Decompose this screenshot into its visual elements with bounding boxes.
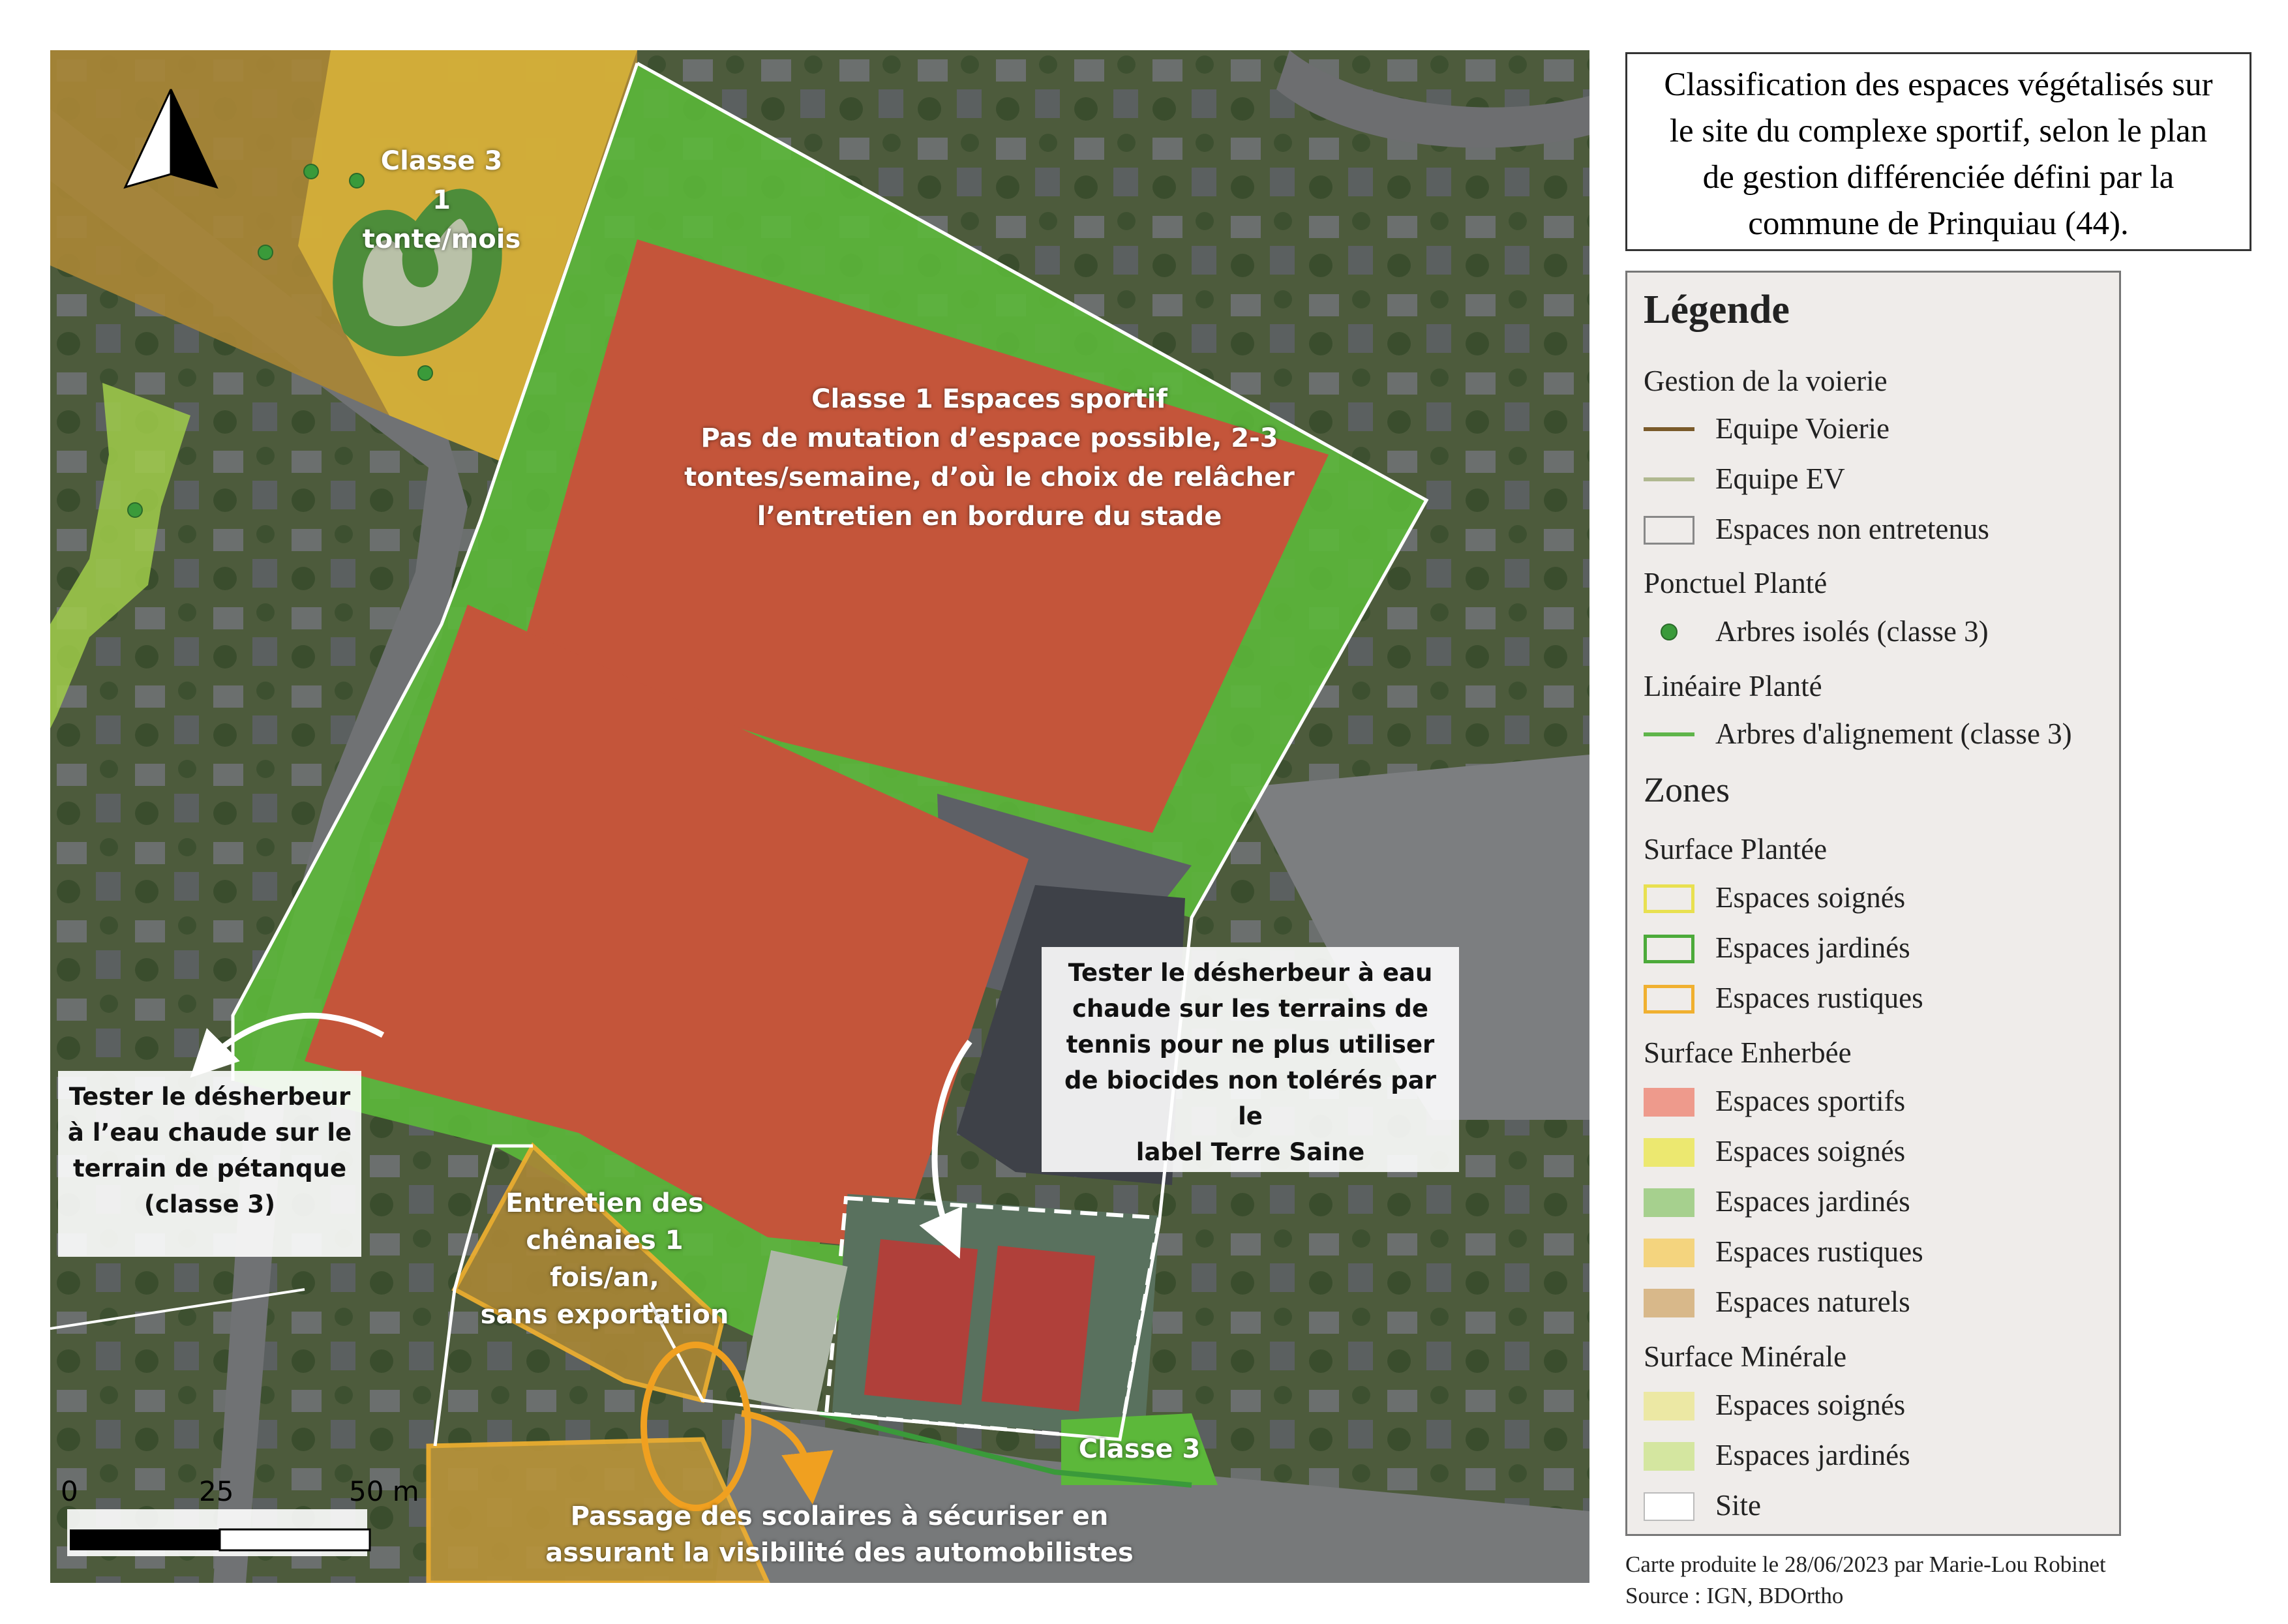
map-frame[interactable] bbox=[50, 50, 1589, 1583]
legend-group-enherbee: Surface Enherbée bbox=[1644, 1036, 1852, 1069]
scale-label-25: 25 bbox=[199, 1475, 234, 1507]
legend-label: Espaces rustiques bbox=[1715, 1235, 1923, 1268]
title-line: le site du complexe sportif, selon le plan bbox=[1669, 113, 2208, 149]
scale-label-0: 0 bbox=[61, 1475, 78, 1507]
legend-item-pl-rustiques bbox=[1644, 976, 2113, 1021]
legend-label: Espaces naturels bbox=[1715, 1286, 1910, 1318]
callout-line: à l’eau chaude sur le bbox=[67, 1119, 352, 1147]
line-swatch bbox=[1644, 477, 1694, 481]
fill-swatch bbox=[1644, 1442, 1694, 1471]
fill-swatch bbox=[1644, 1392, 1694, 1421]
legend-label: Arbres isolés (classe 3) bbox=[1715, 615, 1989, 648]
callout-line: chaude sur les terrains de bbox=[1072, 995, 1428, 1023]
label-classe3-bottom bbox=[1068, 1430, 1211, 1469]
tree-point-icon bbox=[1661, 624, 1678, 640]
legend-label: Espaces jardinés bbox=[1715, 931, 1910, 964]
line-swatch bbox=[1644, 427, 1694, 431]
label-line: assurant la visibilité des automobilistes bbox=[545, 1538, 1134, 1568]
outline-swatch bbox=[1644, 935, 1694, 963]
legend-item-en-sportifs bbox=[1644, 1079, 2113, 1124]
scale-segment-light bbox=[220, 1529, 370, 1550]
legend-item-en-naturels bbox=[1644, 1280, 2113, 1325]
legend-group-plantee: Surface Plantée bbox=[1644, 833, 1828, 865]
map-title-box bbox=[1625, 52, 2251, 251]
legend-title: Légende bbox=[1644, 288, 1790, 332]
callout-tennis bbox=[1042, 947, 1459, 1172]
legend-label: Espaces rustiques bbox=[1715, 982, 1923, 1014]
legend-group-lineaire: Linéaire Planté bbox=[1644, 670, 1822, 702]
legend-item-en-rustiques bbox=[1644, 1229, 2113, 1275]
legend-item-pl-jardines bbox=[1644, 925, 2113, 971]
legend-label: Espaces jardinés bbox=[1715, 1185, 1910, 1218]
tennis-court-1 bbox=[864, 1239, 978, 1405]
outline-swatch bbox=[1644, 884, 1694, 913]
label-line: tontes/semaine, d’où le choix de relâcher bbox=[684, 462, 1295, 492]
legend-label: Espaces soignés bbox=[1715, 1389, 1906, 1421]
legend-item-en-soignes bbox=[1644, 1129, 2113, 1175]
label-classe1 bbox=[598, 380, 1381, 536]
aerial-map bbox=[50, 50, 1589, 1583]
fill-swatch bbox=[1644, 1088, 1694, 1117]
label-line: Classe 3 bbox=[1078, 1434, 1201, 1464]
legend-item-equipe-voirie bbox=[1644, 406, 2113, 452]
label-line: Classe 3 bbox=[380, 146, 503, 176]
legend-group-zones: Zones bbox=[1644, 770, 1730, 809]
legend-item-site bbox=[1644, 1483, 2113, 1529]
label-line: Entretien des bbox=[505, 1188, 704, 1218]
legend-label: Espaces non entretenus bbox=[1715, 513, 1989, 545]
callout-petanque bbox=[58, 1071, 361, 1257]
label-line: Pas de mutation d’espace possible, 2-3 bbox=[700, 423, 1278, 453]
legend-label: Arbres d'alignement (classe 3) bbox=[1715, 717, 2072, 750]
title-line: commune de Prinquiau (44). bbox=[1748, 205, 2129, 242]
legend-label: Equipe EV bbox=[1715, 462, 1845, 495]
credits-source: Source : IGN, BDOrtho bbox=[1625, 1583, 1844, 1608]
legend-item-mi-jardines bbox=[1644, 1433, 2113, 1479]
callout-line: Tester le désherbeur bbox=[68, 1083, 351, 1111]
legend-item-en-jardines bbox=[1644, 1179, 2113, 1225]
legend-label: Espaces jardinés bbox=[1715, 1439, 1910, 1471]
fill-swatch bbox=[1644, 1289, 1694, 1317]
label-line: sans exportation bbox=[480, 1300, 729, 1330]
label-line: Classe 1 Espaces sportif bbox=[811, 384, 1167, 414]
label-line: Passage des scolaires à sécuriser en bbox=[570, 1501, 1109, 1531]
label-chenaies bbox=[468, 1185, 742, 1334]
legend-label: Espaces soignés bbox=[1715, 881, 1906, 914]
callout-line: label Terre Saine bbox=[1136, 1138, 1365, 1166]
label-line: 1 tonte/mois bbox=[362, 185, 521, 254]
callout-line: de biocides non tolérés par le bbox=[1064, 1066, 1436, 1130]
label-passage bbox=[481, 1498, 1198, 1571]
map-credits bbox=[1625, 1549, 2106, 1612]
title-line: Classification des espaces végétalisés sur bbox=[1664, 67, 2213, 103]
legend-label: Site bbox=[1715, 1489, 1762, 1522]
legend-item-pl-soignes bbox=[1644, 875, 2113, 921]
legend-group-voirie: Gestion de la voierie bbox=[1644, 365, 1888, 397]
label-classe3-top bbox=[350, 142, 533, 259]
tree-marker bbox=[304, 164, 318, 179]
label-line: chênaies 1 fois/an, bbox=[526, 1226, 684, 1293]
fill-swatch bbox=[1644, 1188, 1694, 1217]
callout-line: Tester le désherbeur à eau bbox=[1068, 959, 1433, 987]
credits-author: Carte produite le 28/06/2023 par Marie-Lou Robinet bbox=[1625, 1552, 2106, 1577]
fill-swatch bbox=[1644, 516, 1694, 545]
tennis-court-2 bbox=[982, 1246, 1095, 1411]
legend-label: Equipe Voierie bbox=[1715, 412, 1890, 445]
legend-label: Espaces soignés bbox=[1715, 1135, 1906, 1167]
callout-line: (classe 3) bbox=[143, 1190, 276, 1218]
legend-item-arbres-isoles bbox=[1644, 609, 2113, 655]
fill-swatch bbox=[1644, 1138, 1694, 1167]
label-line: l’entretien en bordure du stade bbox=[757, 502, 1222, 532]
tree-marker bbox=[128, 503, 142, 517]
title-line: de gestion différenciée défini par la bbox=[1702, 159, 2175, 196]
fill-swatch bbox=[1644, 1492, 1694, 1521]
scale-label-50: 50 m bbox=[349, 1475, 419, 1507]
legend-label: Espaces sportifs bbox=[1715, 1085, 1906, 1117]
legend-panel bbox=[1625, 271, 2121, 1536]
callout-line: tennis pour ne plus utiliser bbox=[1066, 1030, 1435, 1059]
legend-item-equipe-ev bbox=[1644, 457, 2113, 502]
legend-item-non-entretenus bbox=[1644, 507, 2113, 552]
fill-swatch bbox=[1644, 1239, 1694, 1267]
legend-item-arbres-alignement bbox=[1644, 712, 2113, 757]
tree-marker bbox=[418, 366, 432, 380]
tree-marker bbox=[258, 245, 273, 260]
outline-swatch bbox=[1644, 985, 1694, 1014]
legend-group-minerale: Surface Minérale bbox=[1644, 1340, 1847, 1373]
legend-group-ponctuel: Ponctuel Planté bbox=[1644, 567, 1828, 599]
legend-item-mi-soignes bbox=[1644, 1383, 2113, 1428]
callout-line: terrain de pétanque bbox=[72, 1154, 347, 1182]
scale-segment-dark bbox=[70, 1529, 220, 1550]
line-swatch bbox=[1644, 732, 1694, 736]
scale-bar bbox=[67, 1509, 370, 1556]
